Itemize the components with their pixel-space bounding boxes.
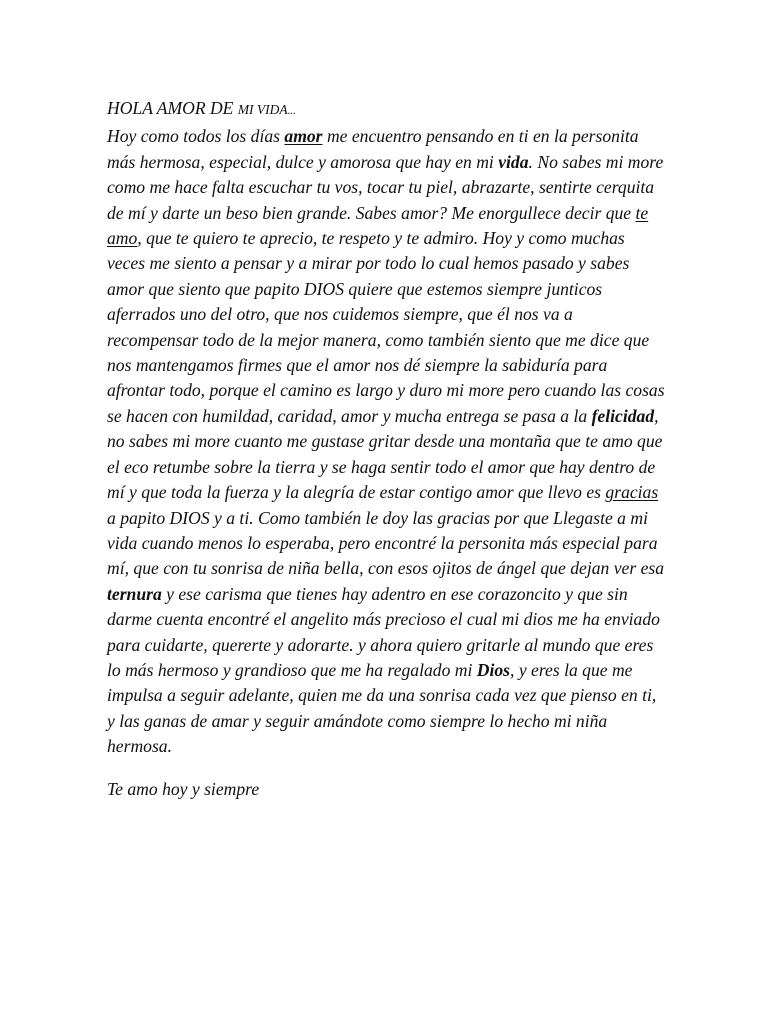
emphasis-dios: Dios <box>476 659 511 680</box>
letter-closing: Te amo hoy y siempre <box>107 778 260 799</box>
body-text-segment: , y eres la que me impulsa a seguir adelante, quien me da una sonrisa cada vez que pienso en ti, y las ganas de amar y seguir amándote como siempre lo hecho mi niña hermosa. <box>107 659 657 757</box>
body-text-segment: a papito DIOS y a ti. Como también le doy las gracias por que Llegaste a mi vida cuando menos lo esperaba, pero encontré la personita más especial para mí, que con tu sonrisa de niña bella, con esos ojitos de ángel que dejan ver esa <box>107 507 665 579</box>
body-text-segment: me encuentro pensando en ti en la personita más hermosa, especial, dulce y amorosa que hay en mi <box>107 126 639 172</box>
body-text-segment: , que te quiero te aprecio, te respeto y te admiro. Hoy y como muchas veces me siento a pensar y a mirar por todo lo cual hemos pasado y sabes amor que siento que papito DIOS quiere que estemos siempre junticos aferrados uno del otro, que nos cuidemos siempre, que él nos va a recompensar todo de la mejor manera, como también siento que me dice que nos mantengamos firmes que el amor nos dé siempre la sabiduría para afrontar todo, porque el camino es largo y duro mi more pero cuando las cosas se hacen con humildad, caridad, amor y mucha entrega se pasa a la <box>107 228 665 426</box>
body-text-segment: . No sabes mi more como me hace falta escuchar tu vos, tocar tu piel, abrazarte, sentirte cerquita de mí y darte un beso bien grande. Sabes amor? Me enorgullece decir que <box>107 151 664 223</box>
emphasis-te-amo: te amo <box>107 202 649 249</box>
body-text-segment: Hoy como todos los días <box>107 126 285 147</box>
body-text-segment: y ese carisma que tienes hay adentro en ese corazoncito y que sin darme cuenta encontré el angelito más precioso el cual mi dios me ha enviado para cuidarte, quererte y adorarte. y ahora quiero gritarle al mundo que eres lo más hermoso y grandioso que me ha regalado mi <box>107 583 660 680</box>
heading-ellipsis: ... <box>287 105 296 117</box>
emphasis-felicidad: felicidad <box>591 405 655 426</box>
emphasis-amor: amor <box>284 126 323 147</box>
heading-main: HOLA AMOR DE <box>107 98 238 118</box>
letter-body <box>107 124 667 759</box>
letter-content <box>107 96 667 802</box>
heading-small-caps: MI VIDA <box>237 102 288 117</box>
emphasis-vida: vida <box>498 151 529 172</box>
body-text-segment: , no sabes mi more cuanto me gustase gritar desde una montaña que te amo que el eco retumbe sobre la tierra y se haga sentir todo el amor que hay dentro de mí y que toda la fuerza y la alegría de estar contigo amor que llevo es <box>107 405 663 503</box>
emphasis-gracias: gracias <box>605 482 659 503</box>
letter-heading <box>107 96 667 124</box>
emphasis-ternura: ternura <box>107 583 162 604</box>
